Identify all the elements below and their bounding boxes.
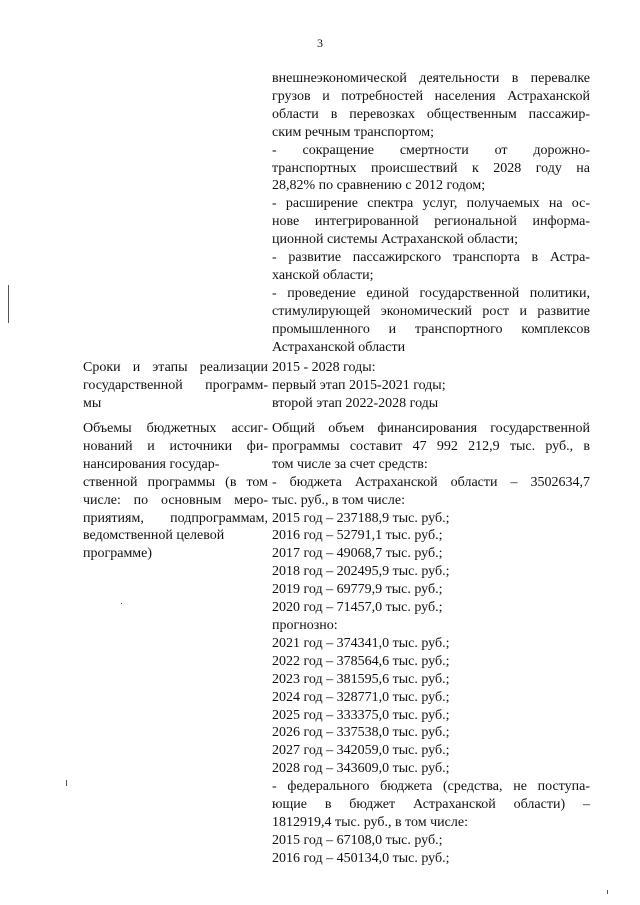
- value-line: 2015 год – 67108,0 тыс. руб.;: [272, 832, 443, 848]
- continuation-text: [272, 70, 590, 357]
- text-line: грузов и потребностей населения Астраханской: [272, 88, 590, 104]
- label-line: числе: по основным меро-: [83, 492, 268, 508]
- scan-mark: [8, 285, 9, 323]
- value-line: программы составит 47 992 212,9 тыс. руб., в: [272, 438, 590, 454]
- value-line: прогнозно:: [272, 617, 338, 633]
- value-line: 2016 год – 450134,0 тыс. руб.;: [272, 850, 450, 866]
- text-line: нове интегрированной региональной информа-: [272, 214, 590, 230]
- label-line: ведомственной целевой: [83, 528, 225, 544]
- value-line: второй этап 2022-2028 годы: [272, 395, 439, 411]
- label-line: мы: [83, 395, 102, 411]
- value-line: тыс. руб., в том числе:: [272, 492, 405, 508]
- value-line: ющие в бюджет Астраханской области) –: [272, 797, 590, 813]
- value-line: 2015 - 2028 годы:: [272, 360, 376, 375]
- scan-mark: [121, 603, 122, 604]
- text-line: - сокращение смертности от дорожно-: [272, 142, 590, 158]
- value-line: 2016 год – 52791,1 тыс. руб.;: [272, 528, 443, 544]
- value-line: 2017 год – 49068,7 тыс. руб.;: [272, 546, 443, 562]
- text-line: ским речным транспортом;: [272, 124, 434, 140]
- scan-mark: [66, 780, 67, 786]
- text-line: - проведение единой государственной политики,: [272, 285, 590, 301]
- value-line: 2015 год – 237188,9 тыс. руб.;: [272, 510, 450, 526]
- value-line: 2023 год – 381595,6 тыс. руб.;: [272, 671, 450, 687]
- text-line: транспортных происшествий к 2028 году на: [272, 160, 590, 176]
- value-line: 2022 год – 378564,6 тыс. руб.;: [272, 653, 450, 669]
- value-line: 2020 год – 71457,0 тыс. руб.;: [272, 600, 443, 616]
- label-line: приятиям, подпрограммам,: [83, 510, 268, 526]
- label-line: ственной программы (в том: [83, 474, 268, 490]
- text-line: ханской области;: [272, 267, 374, 283]
- label-line: Сроки и этапы реализации: [83, 360, 268, 375]
- value-line: 2018 год – 202495,9 тыс. руб.;: [272, 564, 450, 580]
- value-line: первый этап 2015-2021 годы;: [272, 377, 446, 393]
- text-line: - развитие пассажирского транспорта в Астра-: [272, 250, 590, 266]
- scan-mark: [607, 890, 608, 894]
- text-line: стимулирующей экономический рост и развитие: [272, 303, 590, 319]
- label-line: программе): [83, 546, 153, 562]
- label-line: нований и источники фи-: [83, 438, 268, 454]
- dates-label: [83, 359, 268, 413]
- value-line: Общий объем финансирования государственной: [272, 421, 590, 436]
- value-line: 2027 год – 342059,0 тыс. руб.;: [272, 743, 450, 759]
- page-number: 3: [317, 36, 323, 50]
- value-line: 2024 год – 328771,0 тыс. руб.;: [272, 689, 450, 705]
- label-line: государственной программ-: [83, 377, 268, 393]
- dates-value: [272, 359, 590, 413]
- text-line: ционной системы Астраханской области;: [272, 232, 518, 248]
- text-line: промышленного и транспортного комплексов: [272, 321, 590, 337]
- text-line: области в перевозках общественным пассажир-: [272, 106, 590, 122]
- value-line: - бюджета Астраханской области – 3502634,7: [272, 474, 590, 490]
- value-line: 2021 год – 374341,0 тыс. руб.;: [272, 635, 450, 651]
- text-line: Астраханской области: [272, 339, 406, 355]
- text-line: - расширение спектра услуг, получаемых на ос-: [272, 196, 590, 212]
- funding-value: [272, 420, 590, 868]
- text-line: 28,82% по сравнению с 2012 годом;: [272, 178, 486, 194]
- funding-label: [83, 420, 268, 563]
- label-line: Объемы бюджетных ассиг-: [83, 421, 268, 436]
- label-line: нансирования государ-: [83, 456, 220, 472]
- value-line: 2019 год – 69779,9 тыс. руб.;: [272, 582, 443, 598]
- value-line: том числе за счет средств:: [272, 456, 428, 472]
- value-line: 2025 год – 333375,0 тыс. руб.;: [272, 707, 450, 723]
- value-line: 2026 год – 337538,0 тыс. руб.;: [272, 725, 450, 741]
- value-line: 1812919,4 тыс. руб., в том числе:: [272, 814, 468, 830]
- value-line: - федерального бюджета (средства, не поступа-: [272, 779, 590, 795]
- value-line: 2028 год – 343609,0 тыс. руб.;: [272, 761, 450, 777]
- text-line: внешнеэкономической деятельности в перевалке: [272, 71, 590, 86]
